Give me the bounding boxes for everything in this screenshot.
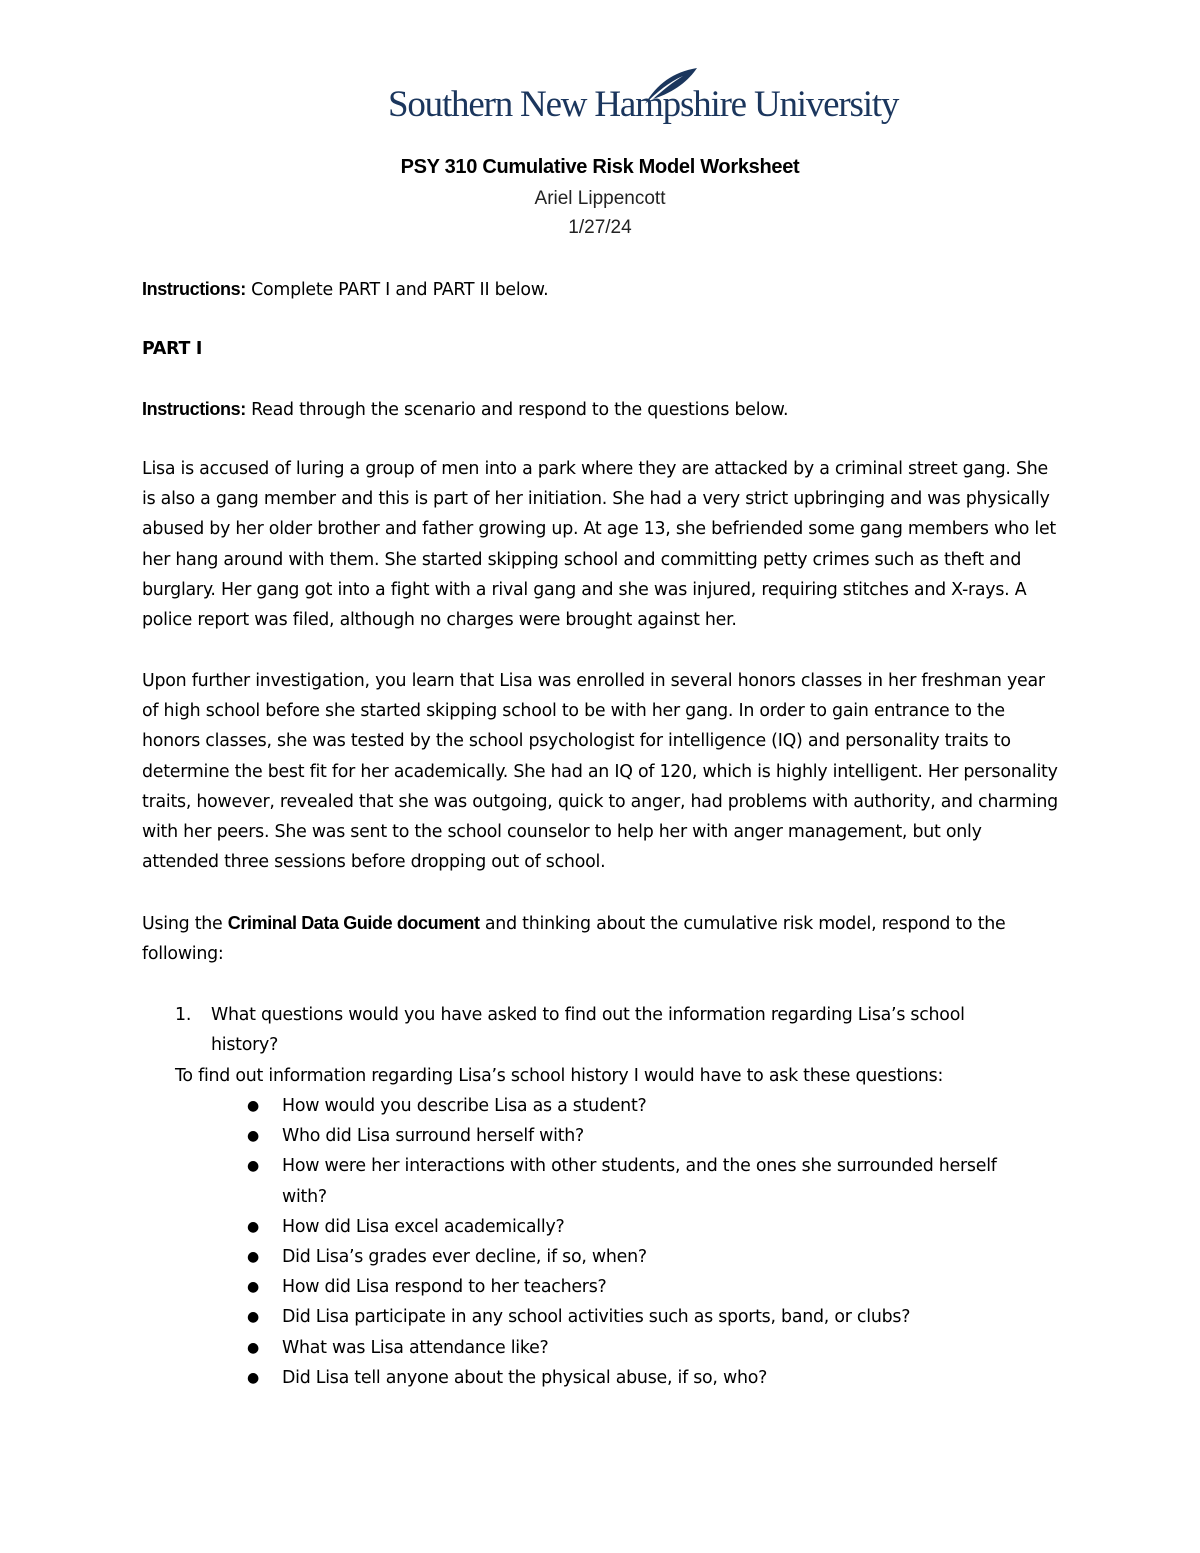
bullet-icon: ● (247, 1249, 259, 1266)
task-prompt-post: and thinking about the cumulative risk model, respond to the following: (142, 914, 1006, 965)
part1-instructions (142, 394, 1062, 425)
list-item-text: Did Lisa participate in any school activities such as sports, band, or clubs? (282, 1307, 911, 1328)
question-1-text: What questions would you have asked to find out the information regarding Lisa’s school history? (211, 1005, 965, 1056)
instructions-text: Complete PART I and PART II below. (245, 280, 549, 300)
page-title: PSY 310 Cumulative Risk Model Worksheet (400, 156, 800, 178)
answer-1-intro: To find out information regarding Lisa’s school history I would have to ask these questions: (175, 1066, 944, 1086)
list-item (245, 1121, 1045, 1151)
document-date: 1/27/24 (568, 217, 632, 238)
task-prompt (142, 908, 1062, 969)
main-instructions (142, 274, 1062, 305)
list-item (245, 1212, 1045, 1242)
bullet-icon: ● (247, 1279, 259, 1296)
instructions-label: Instructions: (142, 279, 246, 299)
list-item (245, 1272, 1045, 1302)
university-logo (386, 66, 899, 138)
list-item-text: Did Lisa tell anyone about the physical abuse, if so, who? (282, 1367, 768, 1388)
scenario-paragraph-1: Lisa is accused of luring a group of men into a park where they are attacked by a criminal street gang. She is also a gang member and this is part of her initiation. She had a very strict upbringing and was physically abused by her older brother and father growing up. At age 13, she befriended some gang members who let her hang around with them. She started skipping school and committing petty crimes such as theft and burglary. Her gang got into a fight with a rival gang and she was injured, requiring stitches and X-rays. A police report was filed, although no charges were brought against her. (142, 459, 1057, 631)
bullet-icon: ● (247, 1339, 259, 1356)
list-item (245, 1333, 1045, 1363)
bullet-icon: ● (247, 1369, 259, 1386)
list-item (245, 1091, 1045, 1121)
author-name: Ariel Lippencott (534, 188, 666, 209)
part1-instructions-text: Read through the scenario and respond to the questions below. (245, 400, 789, 420)
bullet-icon: ● (247, 1309, 259, 1326)
scenario-paragraph-2: Upon further investigation, you learn that Lisa was enrolled in several honors classes in her freshman year of high school before she started skipping school to be with her gang. In order to gain entrance to the honors classes, she was tested by the school psychologist for intelligence (IQ) and personality traits to determine the best fit for her academically. She had an IQ of 120, which is highly intelligent. Her personality traits, however, revealed that she was outgoing, quick to anger, had problems with authority, and charming with her peers. She was sent to the school counselor to help her with anger management, but only attended three sessions before dropping out of school. (142, 671, 1058, 873)
list-item-text: What was Lisa attendance like? (282, 1337, 549, 1358)
logo-wordmark: Southern New Hampshire University (388, 84, 899, 125)
list-item (245, 1363, 1045, 1393)
task-prompt-pre: Using the (142, 914, 228, 934)
bullet-icon: ● (247, 1128, 259, 1145)
question-1 (175, 1000, 1035, 1060)
list-item-text: How did Lisa excel academically? (282, 1216, 565, 1237)
bullet-icon: ● (247, 1098, 259, 1114)
answer-1-bullet-list (245, 1091, 1045, 1393)
criminal-data-guide-reference: Criminal Data Guide document (227, 913, 480, 933)
bullet-icon: ● (247, 1158, 259, 1175)
list-item (245, 1242, 1045, 1272)
list-item-text: How did Lisa respond to her teachers? (282, 1277, 607, 1298)
part1-instructions-label: Instructions: (142, 399, 246, 419)
list-item (245, 1302, 1045, 1332)
part1-heading: PART I (142, 339, 203, 359)
list-item-text: How were her interactions with other students, and the ones she surrounded herself with? (282, 1156, 997, 1207)
list-item (245, 1151, 1045, 1211)
list-item-text: Did Lisa’s grades ever decline, if so, when? (282, 1247, 647, 1268)
question-1-number: 1. (175, 1005, 192, 1025)
bullet-icon: ● (247, 1218, 259, 1235)
list-item-text: How would you describe Lisa as a student? (282, 1096, 647, 1116)
list-item-text: Who did Lisa surround herself with? (282, 1126, 585, 1147)
